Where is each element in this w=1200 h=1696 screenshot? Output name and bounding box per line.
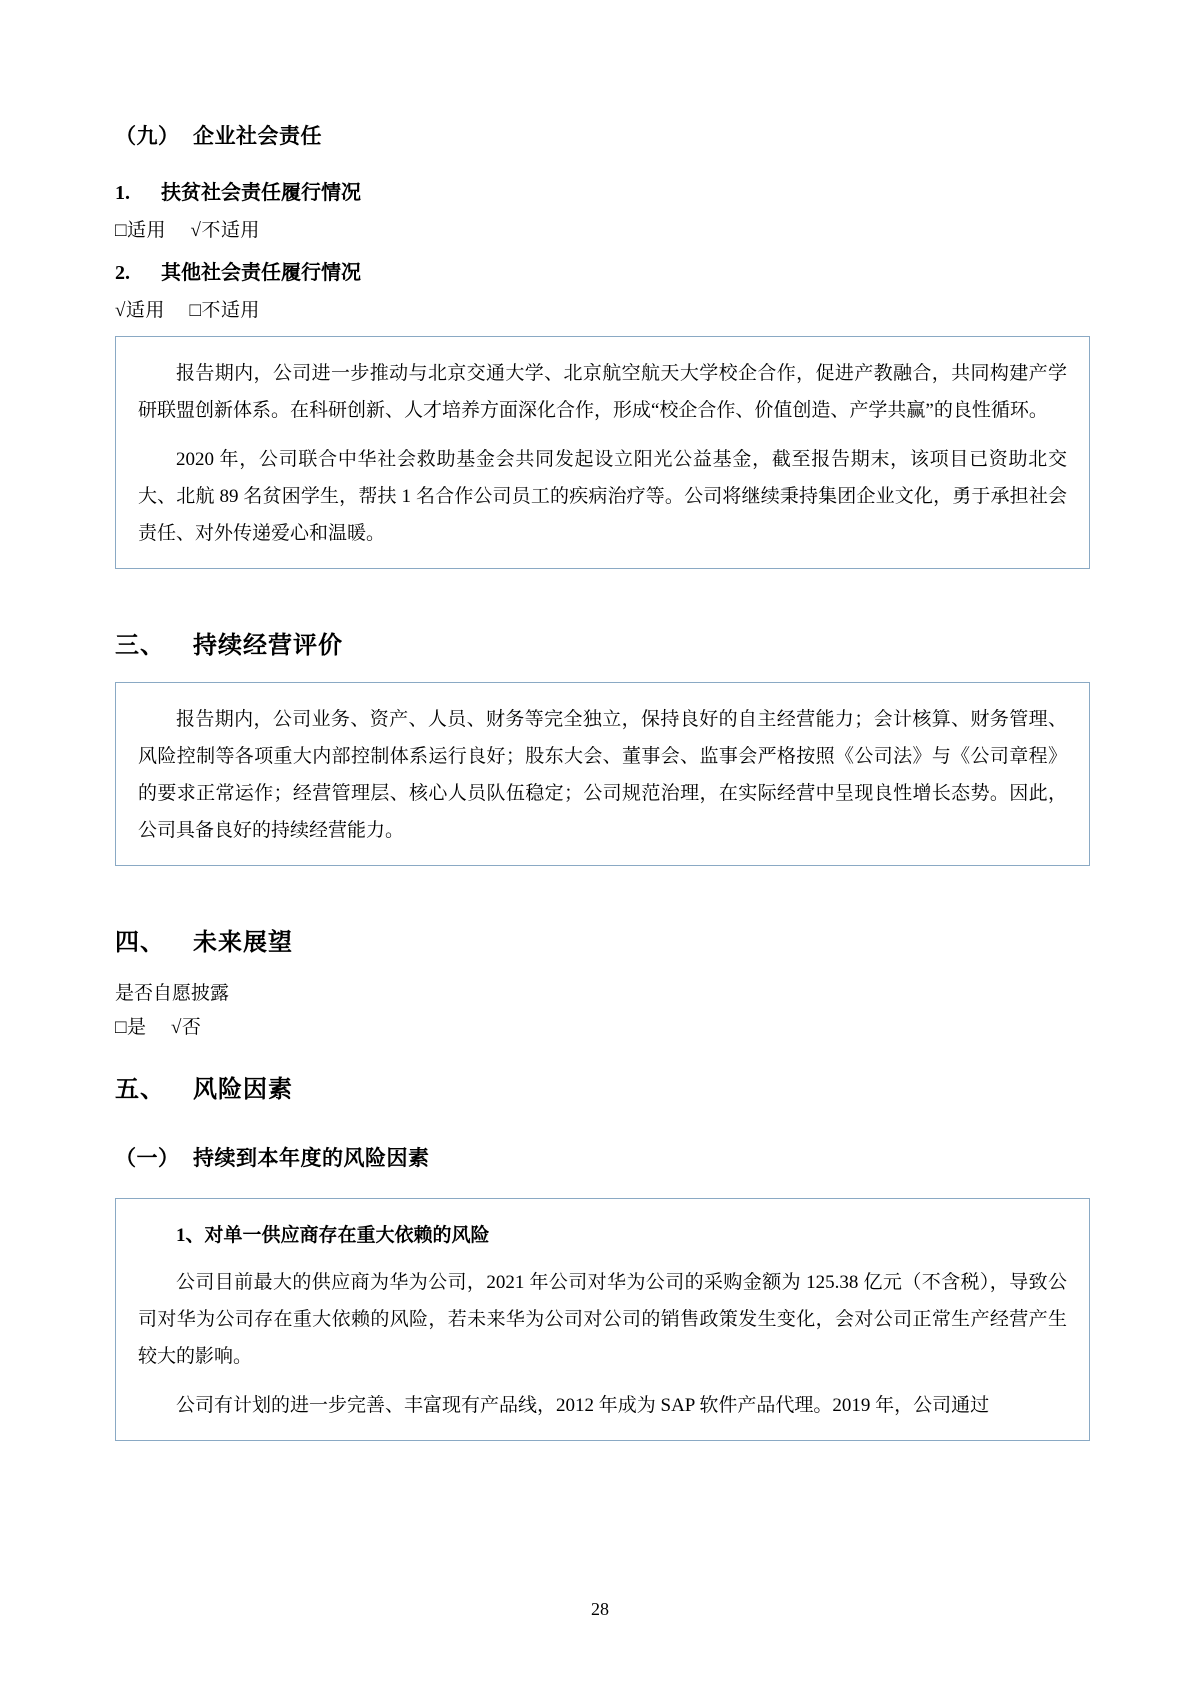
- risk-paragraph: 公司有计划的进一步完善、丰富现有产品线，2012 年成为 SAP 软件产品代理。2019 年，公司通过: [176, 1395, 990, 1416]
- checkbox-applicable-other[interactable]: √适用: [115, 300, 165, 321]
- csr-content-box: [115, 336, 1090, 569]
- going-concern-content-box: [115, 682, 1090, 866]
- checkbox-no-outlook[interactable]: √否: [170, 1016, 202, 1038]
- csr-paragraph: 2020 年，公司联合中华社会救助基金会共同发起设立阳光公益基金，截至报告期末，该项目已资助北交大、北航 89 名贫困学生，帮扶 1 名合作公司员工的疾病治疗等。公司将继续秉持集团企业文化，勇于承担社会责任、对外传递爱心和温暖。: [138, 449, 1067, 545]
- heading-outlook: [115, 922, 1090, 957]
- heading-csr-item2-number: 2.: [115, 262, 130, 284]
- heading-going-concern-number: 三、: [115, 633, 165, 660]
- risk-content-box: [115, 1198, 1090, 1441]
- outlook-options: [115, 1012, 1090, 1039]
- heading-csr: [115, 120, 1090, 150]
- checkbox-not-applicable-poverty[interactable]: √不适用: [190, 220, 260, 241]
- spacer: [115, 876, 1090, 922]
- checkbox-not-applicable-other[interactable]: □不适用: [189, 300, 260, 321]
- heading-outlook-title: 未来展望: [193, 930, 293, 957]
- spacer: [115, 1126, 1090, 1142]
- csr-item2-options: [115, 295, 1090, 322]
- spacer: [115, 1053, 1090, 1069]
- heading-csr-number: （九）: [115, 124, 180, 148]
- heading-risk-sub-number: （一）: [115, 1145, 180, 1170]
- heading-csr-item2-title: 其他社会责任履行情况: [161, 262, 361, 284]
- going-concern-paragraph: 报告期内，公司业务、资产、人员、财务等完全独立，保持良好的自主经营能力；会计核算、财务管理、风险控制等各项重大内部控制体系运行良好；股东大会、董事会、监事会严格按照《公司法》与《公司章程》的要求正常运作；经营管理层、核心人员队伍稳定；公司规范治理，在实际经营中呈现良性增长态势。因此，公司具备良好的持续经营能力。: [138, 709, 1067, 842]
- heading-going-concern: [115, 625, 1090, 660]
- csr-paragraph: 报告期内，公司进一步推动与北京交通大学、北京航空航天大学校企合作，促进产教融合，共同构建产学研联盟创新体系。在科研创新、人才培养方面深化合作，形成“校企合作、价值创造、产学共赢”的良性循环。: [138, 363, 1067, 422]
- heading-csr-item1: [115, 176, 1090, 205]
- heading-risk: [115, 1069, 1090, 1104]
- risk-paragraph: 公司目前最大的供应商为华为公司，2021 年公司对华为公司的采购金额为 125.38 亿元（不含税），导致公司对华为公司存在重大依赖的风险，若未来华为公司对公司的销售政策发生变化，会对公司正常生产经营产生较大的影响。: [138, 1271, 1067, 1367]
- checkbox-applicable-poverty[interactable]: □适用: [115, 220, 166, 241]
- heading-csr-item1-title: 扶贫社会责任履行情况: [161, 182, 361, 204]
- heading-csr-item1-number: 1.: [115, 182, 130, 204]
- heading-risk-sub: [115, 1142, 1090, 1172]
- heading-risk-title: 风险因素: [193, 1076, 293, 1103]
- heading-risk-sub-title: 持续到本年度的风险因素: [193, 1145, 430, 1170]
- outlook-voluntary-label: 是否自愿披露: [115, 983, 230, 1005]
- risk-item-title: 1、对单一供应商存在重大依赖的风险: [176, 1224, 490, 1246]
- heading-csr-title: 企业社会责任: [193, 124, 322, 148]
- page-number: 28: [591, 1599, 609, 1619]
- checkbox-yes-outlook[interactable]: □是: [115, 1016, 147, 1038]
- heading-going-concern-title: 持续经营评价: [193, 633, 343, 660]
- heading-outlook-number: 四、: [115, 930, 165, 957]
- spacer: [115, 579, 1090, 625]
- csr-item1-options: [115, 215, 1090, 242]
- heading-risk-number: 五、: [115, 1076, 165, 1103]
- heading-csr-item2: [115, 256, 1090, 285]
